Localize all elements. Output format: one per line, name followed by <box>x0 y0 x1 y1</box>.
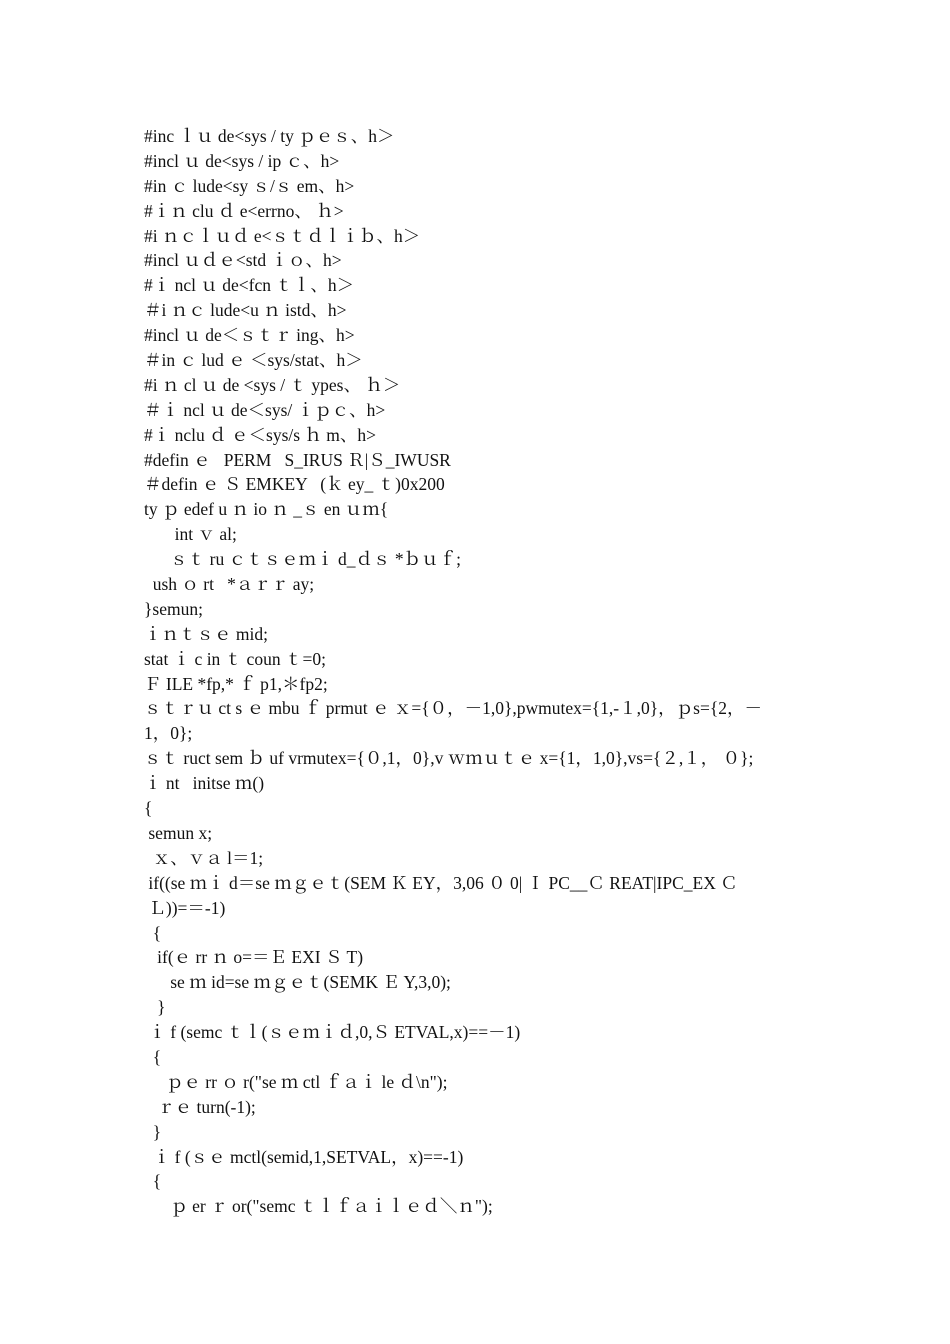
code-line: Ｌ))=＝-1) <box>144 897 226 918</box>
code-line: ｓｔｒｕ ct s ｅ mbu ｆ prmut ｅ ｘ={０，－1,0},pwmutex={1,-１,0}，ｐs={2，－ <box>144 698 762 719</box>
code-line: #incl ｕ de＜ｓｔｒ ing、h> <box>144 325 355 346</box>
code-line: ty ｐ edef u ｎ io ｎ _ｓ en ｕｍ{ <box>144 499 389 520</box>
code-line: ｓｔ ruct sem ｂ uf vrmutex={０,1，0},v ｗｍｕｔｅ x={1，1,0},vs={２,１， ０}; <box>144 748 754 769</box>
code-line: stat ｉ c in ｔ coun ｔ=0; <box>144 648 326 669</box>
code-line: ＃i ｎｃ lude<u ｎ istd、h> <box>144 300 347 321</box>
code-line: ＃defin ｅ Ｓ EMKEY (ｋ ey_ ｔ)0x200 <box>144 474 445 495</box>
code-line: #inc ｌｕ de<sys / ty ｐｅｓ、h＞ <box>144 126 395 146</box>
code-line: #ｉｎ clu ｄ e<errno、 ｈ> <box>144 200 344 221</box>
code-line: } <box>144 997 166 1018</box>
code-line: 1，0}; <box>144 723 193 744</box>
code-line: }semun; <box>144 598 203 619</box>
code-line: ｉ f (ｓｅ mctl(semid,1,SETVAL，x)==-1) <box>144 1146 464 1167</box>
code-line: if((se ｍｉ d＝se ｍｇｅｔ(SEM Ｋ EY，3,06 ０ 0| Ｉ PC__Ｃ REAT|IPC_EX Ｃ <box>144 872 738 893</box>
code-line: ｓｔ ru ｃｔｓｅｍｉ d_ｄｓ *ｂｕｆ; <box>144 549 461 570</box>
code-line: ＃ｉ ncl ｕ de＜sys/ ｉｐｃ、h> <box>144 399 386 420</box>
code-line: #incl ｕｄｅ<std ｉｏ、h> <box>144 250 342 271</box>
code-line: ｉ f (semc ｔｌ(ｓｅｍｉｄ,0,Ｓ ETVAL,x)==－1) <box>144 1022 521 1043</box>
code-line: #in ｃ lude<sy ｓ/ｓ em、h> <box>144 175 355 196</box>
code-line: { <box>144 798 153 819</box>
code-line: int ｖ al; <box>144 524 237 545</box>
code-line: ＃in ｃ lud ｅ ＜sys/stat、h＞ <box>144 350 363 371</box>
code-line: semun x; <box>144 822 213 843</box>
code-line: ｒｅ turn(-1); <box>144 1096 256 1117</box>
code-line: } <box>144 1121 162 1142</box>
code-line: #ｉ nclu ｄ ｅ＜sys/s ｈ m、h> <box>144 424 377 445</box>
code-line: #defin ｅ PERM S_IRUS Ｒ|Ｓ_IWUSR <box>144 449 451 470</box>
code-line: #incl ｕ de<sys / ip ｃ、h> <box>144 150 340 171</box>
code-listing <box>144 124 810 1219</box>
code-line: { <box>144 1171 162 1192</box>
code-line: ｉｎｔｓｅ mid; <box>144 623 268 644</box>
code-line: { <box>144 922 162 943</box>
code-line: ｉ nt initse ｍ() <box>144 773 265 794</box>
code-line: ｘ、ｖａ l＝1; <box>144 847 264 868</box>
code-line: ush ｏ rt *ａｒｒ ay; <box>144 574 315 595</box>
code-line: #ｉ ncl ｕ de<fcn ｔｌ、h＞ <box>144 275 355 296</box>
code-line: #i ｎ cl ｕ de <sys / ｔ ypes、 ｈ＞ <box>144 374 401 395</box>
code-line: se ｍ id=se ｍｇｅｔ(SEMK Ｅ Y,3,0); <box>144 972 451 993</box>
code-line: Ｆ ILE *fp,* ｆ p1,＊fp2; <box>144 673 328 694</box>
code-line: if(ｅ rr ｎ o=＝Ｅ EXI Ｓ T) <box>144 947 364 968</box>
code-line: ｐｅ rr ｏ r("se ｍ ctl ｆａｉ le ｄ\n"); <box>144 1071 448 1092</box>
code-line: #i ｎｃｌｕｄ e<ｓｔｄｌｉｂ、h＞ <box>144 225 421 246</box>
code-line: { <box>144 1046 162 1067</box>
code-line: ｐ er ｒ or("semc ｔｌｆａｉｌｅｄ＼ｎ"); <box>144 1196 493 1217</box>
